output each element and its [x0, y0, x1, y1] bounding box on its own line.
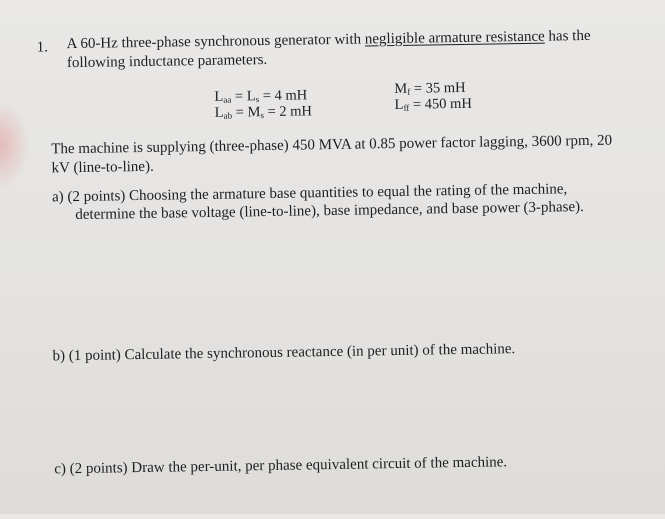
param-lff-sub: ff	[403, 102, 410, 113]
intro-text-b: has the	[544, 27, 591, 45]
intro-text-underlined: negligible armature resistance	[364, 28, 545, 48]
part-b: b) (1 point) Calculate the synchronous reactance (in per unit) of the machine.	[52, 341, 516, 365]
param-ms-symbol: = M	[231, 104, 261, 121]
param-mf-sub: f	[407, 86, 411, 97]
intro-text-a: A 60-Hz three-phase synchronous generator with	[66, 31, 365, 53]
problem-number: 1.	[36, 39, 49, 56]
param-lff	[394, 95, 472, 114]
supply-line-2: kV (line-to-line).	[51, 158, 154, 177]
part-c: c) (2 points) Draw the per-unit, per phase equivalent circuit of the machine.	[54, 454, 508, 478]
param-ls-sub: s	[255, 94, 260, 105]
supply-line-1: The machine is supplying (three-phase) 450 MVA at 0.85 power factor lagging, 3600 rpm, 20	[51, 132, 613, 158]
param-lab	[215, 102, 313, 122]
param-laa-symbol: L	[214, 88, 224, 105]
problem-intro-line-1	[66, 27, 590, 53]
part-a-line-1: a) (2 points) Choosing the armature base quantities to equal the rating of the machine,	[51, 181, 568, 206]
problem-intro-line-2: following inductance parameters.	[66, 52, 268, 72]
param-ls-symbol: = L	[231, 88, 256, 105]
param-laa-sub: aa	[223, 94, 232, 105]
param-lab-value: = 2 mH	[263, 103, 313, 121]
param-lff-value: = 450 mH	[409, 95, 473, 113]
param-lab-symbol: L	[214, 104, 224, 121]
param-mf-value: = 35 mH	[410, 79, 466, 97]
param-laa-value: = 4 mH	[259, 87, 308, 105]
part-a-line-2: determine the base voltage (line-to-line), base impedance, and base power (3-phase).	[75, 199, 584, 224]
param-mf-symbol: M	[394, 80, 408, 98]
param-ms-sub: s	[260, 110, 265, 121]
param-lff-symbol: L	[394, 96, 404, 114]
param-lab-sub: ab	[223, 110, 233, 121]
